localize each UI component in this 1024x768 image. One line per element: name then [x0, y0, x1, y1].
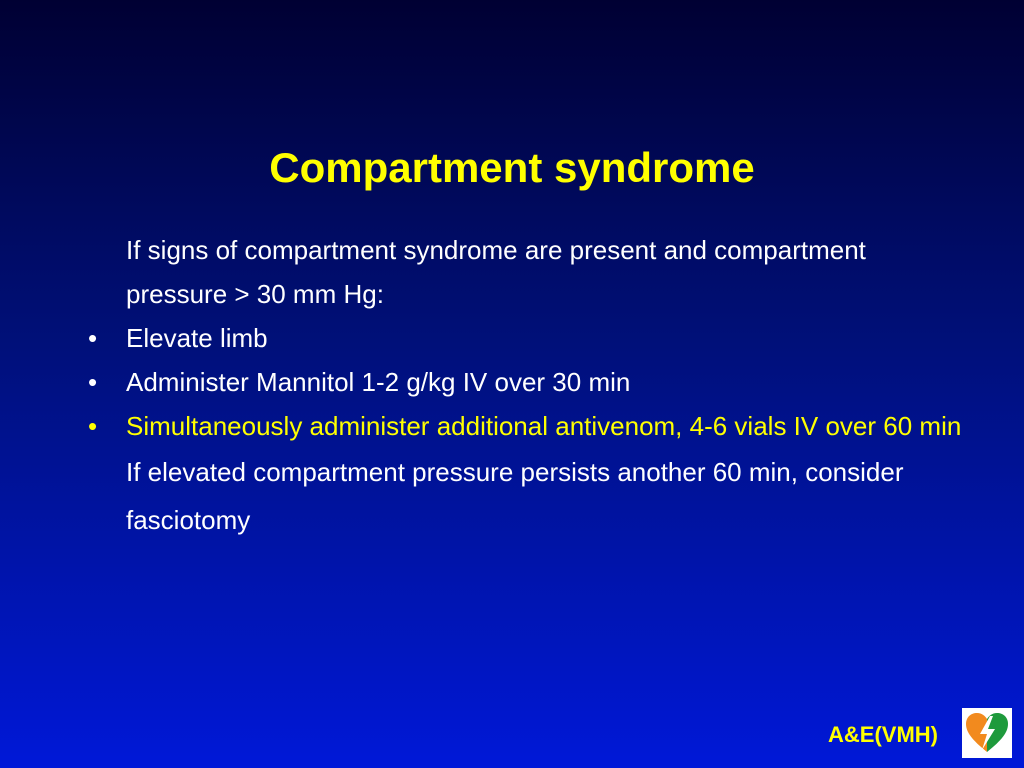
- heart-lightning-logo-icon: [962, 708, 1012, 758]
- bullet-glyph: •: [88, 323, 98, 353]
- followup-text: If elevated compartment pressure persists another 60 min, consider fasciotomy: [126, 457, 904, 535]
- bullet-item: [84, 360, 964, 404]
- intro-text: If signs of compartment syndrome are present and compartment pressure > 30 mm Hg:: [126, 235, 866, 309]
- bullet-item: [84, 316, 964, 360]
- bullet-text: Administer Mannitol 1-2 g/kg IV over 30 min: [126, 367, 631, 397]
- bullet-item-highlighted: [84, 404, 964, 448]
- bullet-text: Elevate limb: [126, 323, 268, 353]
- footer-brand: A&E(VMH): [828, 722, 938, 747]
- bullet-text: Simultaneously administer additional antivenom, 4-6 vials IV over 60 min: [126, 411, 962, 441]
- bullet-glyph: •: [88, 367, 98, 397]
- slide-body: [84, 228, 964, 544]
- bullet-glyph: •: [88, 411, 98, 441]
- slide-title: Compartment syndrome: [269, 144, 755, 191]
